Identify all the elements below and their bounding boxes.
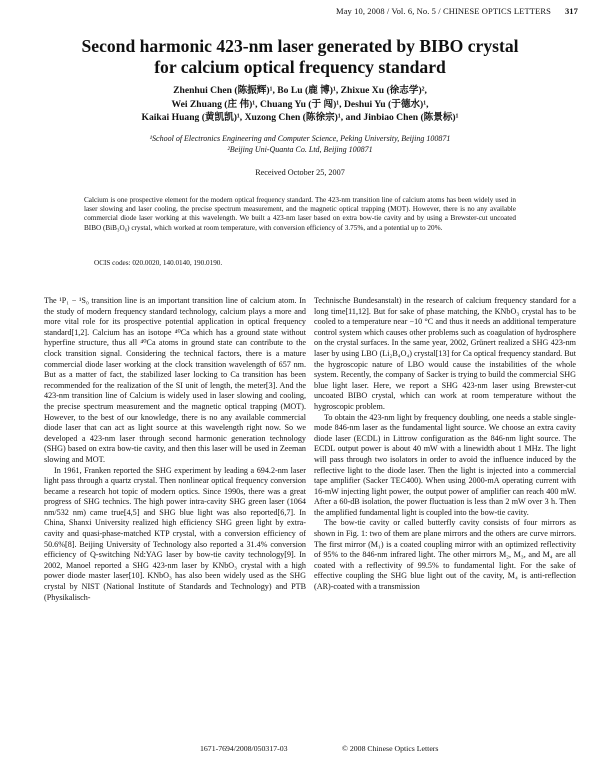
running-header	[336, 6, 578, 16]
ocis-codes: OCIS codes: 020.0020, 140.0140, 190.0190.	[94, 259, 223, 267]
affiliation-2: ²Beijing Uni-Quanta Co. Ltd, Beijing 100871	[227, 145, 373, 154]
author-list	[30, 84, 570, 125]
body-paragraph: Technische Bundesanstalt) in the research of calcium frequency standard for a long time[11,12]. But for sake of phase matching, the KNbO₃ crystal has to be cooled to a temperature near −10 °C and thus it needs an additional temperature control system which causes other problems such as coagulation of hydrosphere on the crystal surfaces. In the same year, 2002, Grünert realized a SHG 423-nm laser by using LBO (Li₂B₄O₄) crystal[13] for Ca optical frequency standard. But the hygroscopic nature of LBO would cause the instabilities of the whole system. Recently, the company of Sacker is trying to build the commercial SHG blue light laser. Here, we report a SHG 423-nm laser using Brewster-cut uncoated BIBO crystal, which can work at room temperature without the hygroscopic problem.	[314, 296, 576, 411]
left-column	[44, 296, 306, 603]
authors-line-3: Kaikai Huang (黄凯凯)¹, Xuzong Chen (陈徐宗)¹, and Jinbiao Chen (陈景标)¹	[141, 112, 459, 123]
abstract: Calcium is one prospective element for the modern optical frequency standard. The 423-nm transition line of calcium atoms has been widely used in laser slowing and laser cooling, the precise spectrum measurement, and the magnetic optical trapping (MOT). However, there is no any available commercial diode laser working at this wavelength. We built a 423-nm laser based on extra bow-tie cavity and by using a Brewster-cut uncoated BIBO (BiB₃O₆) crystal, which worked at room temperature, with conversion efficiency of 3.75%, and a potential up to 20%.	[84, 196, 516, 232]
authors-line-1: Zhenhui Chen (陈振辉)¹, Bo Lu (鹿 博)¹, Zhixue Xu (徐志学)²,	[173, 85, 427, 96]
body-paragraph: The bow-tie cavity or called butterfly cavity consists of four mirrors as shown in Fig. 1: two of them are plane mirrors and the others are curve mirrors. The first mirror (M₁) is a coated coupling mirror with an optimized reflectivity of 95% to the 846-nm infrared light. The other mirrors M₂, M₃, and M₄ are all coated with a reflectivity of 99.5% to fundamental light. For the sake of effective coupling the SHG blue light out of the cavity, M₄ is anti-reflection (AR)-coated with a transmission	[314, 518, 576, 592]
paper-title	[20, 36, 580, 78]
right-column	[314, 296, 576, 593]
received-date: Received October 25, 2007	[255, 168, 345, 177]
copyright: © 2008 Chinese Optics Letters	[342, 744, 439, 753]
article-code: 1671-7694/2008/050317-03	[200, 744, 288, 753]
title-line-2: for calcium optical frequency standard	[154, 57, 446, 77]
title-line-1: Second harmonic 423-nm laser generated by BIBO crystal	[81, 36, 519, 56]
body-paragraph: To obtain the 423-nm light by frequency doubling, one needs a stable single-mode 846-nm laser as the fundamental light source. We choose an extra cavity diode laser (ECDL) in Littrow configuration as the 846-nm light source. The ECDL output power is about 40 mW with a linewidth about 1 MHz. The light will pass through two isolators in order to avoid the influence induced by the reflective light to the diode laser. Then the light is injected into a commercial tape amplifier (Sacker TEC400). When using 2000-mA operating current with 16-mW injecting light power, the output power of amplifier can reach 400 mW. After a 60-dB isolation, the power fluctuation is less than 2 mW over 3 h. Then the amplified fundamental light is coupled into the bow-tie cavity.	[314, 412, 576, 517]
authors-line-2: Wei Zhuang (庄 伟)¹, Chuang Yu (于 闯)¹, Deshui Yu (于德水)¹,	[171, 98, 429, 110]
page-number: 317	[564, 6, 578, 16]
body-paragraph: In 1961, Franken reported the SHG experiment by leading a 694.2-nm laser light pass through a quartz crystal. Then nonlinear optical frequency conversion became a research hot topic of modern optics. Since 1990s, there was a great progress of SHG technics. The high power intra-cavity SHG green laser (1064 nm/532 nm) came true[4,5] and SHG blue light was also reported[6,7]. In China, Shanxi University realized high efficiency SHG green light by extra-cavity and quasi-phase-matched KTP crystal, with a conversion efficiency of 50.6%[8]. Beijing University of Technology also reported a 31.4% conversion efficiency of Q-switching Nd:YAG laser by bow-tie cavity technology[9]. In 2002, Manoel reported a SHG 423-nm laser by KNbO₃ crystal with a high power diode master laser[10]. KNbO₃ has also been widely used as the SHG crystal by NIST (National Institute of Standards and Technology) and PTB (Physikalisch-	[44, 465, 306, 602]
body-paragraph: The ¹P₁ − ¹S₀ transition line is an important transition line of calcium atom. In the study of modern frequency standard technology, calcium plays a more and more vital role for its prospective potential application in optical frequency standard[1,2]. Calcium has an isotope ⁴⁰Ca which has a ground state without hyperfine structure, thus all ⁴⁰Ca atoms in ground state can contribute to the clock transition signal. Considering the technical factors, there is a mature commercial diode laser working at the clock transition wavelength of 657 nm. But as a matter of fact, the stabilized laser locking to Ca transition has been recommended for the realization of the SI unit of length, the meter[3]. And the 423-nm transition line of Calcium is widely used in laser slowing and cooling, the precise spectrum measurement and the magnetic optical trapping (MOT). However, to the best of our knowledge, there is no any available commercial diode laser that can act as light source at this wavelength right now. So we developed a 423-nm laser through second harmonic generation technology (SHG) based on extra bow-tie cavity, and then this laser will be used in Zeeman slowing and MOT.	[44, 296, 306, 464]
journal-info: May 10, 2008 / Vol. 6, No. 5 / CHINESE OPTICS LETTERS	[336, 6, 551, 16]
affiliations	[30, 133, 570, 155]
affiliation-1: ¹School of Electronics Engineering and Computer Science, Peking University, Beijing 100871	[149, 134, 451, 143]
